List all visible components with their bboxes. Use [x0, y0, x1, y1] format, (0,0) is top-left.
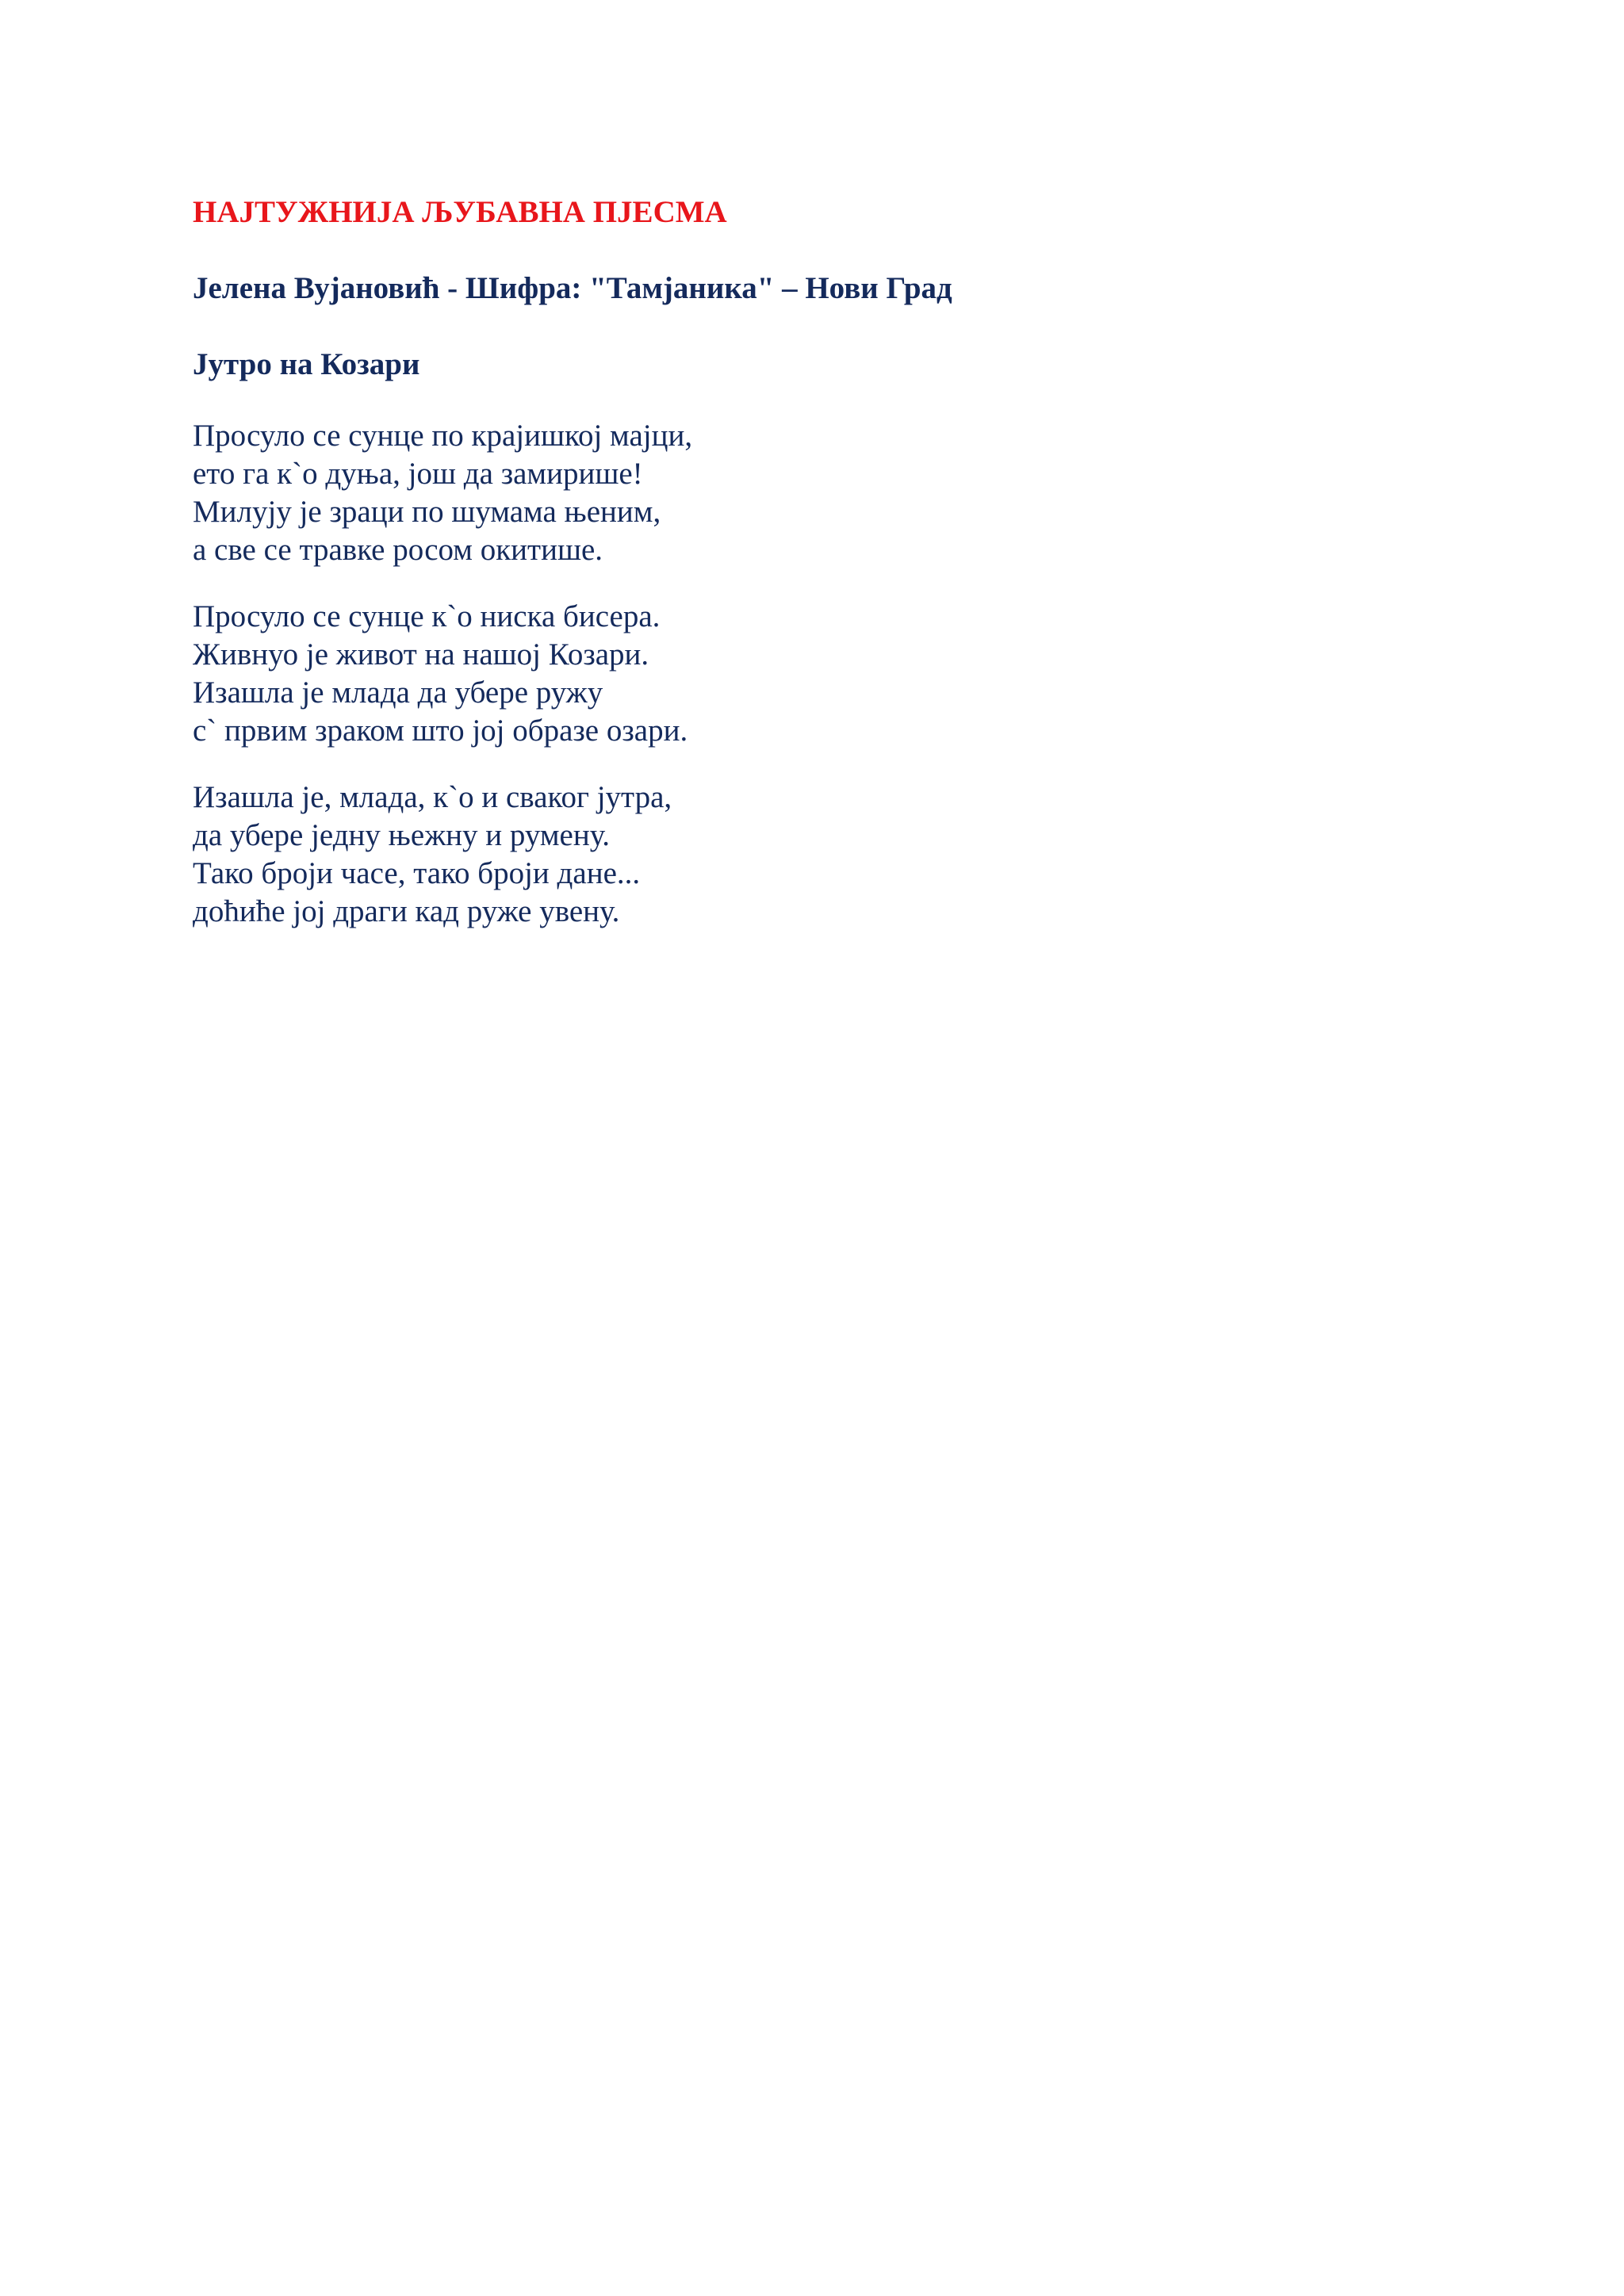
poem-line: Просуло се сунце по крајишкој мајци,	[193, 419, 693, 453]
poem-line: Просуло се сунце к`о ниска бисера.	[193, 599, 661, 633]
poem-line: доћиће јој драги кад руже увену.	[193, 894, 620, 928]
document-body	[193, 189, 1461, 931]
poem-line: с` првим зраком што јој образе озари.	[193, 714, 688, 748]
poem-line: ето га к`о дуња, још да замирише!	[193, 457, 643, 491]
poem-line: а све се травке росом окитише.	[193, 533, 603, 567]
poem-line: Милују је зраци по шумама њеним,	[193, 495, 661, 529]
author-line: Јелена Вујановић - Шифра: "Тамјаника" – Нови Град	[193, 271, 952, 305]
poem-line: Изашла је млада да убере ружу	[193, 675, 603, 710]
document-heading: НАЈТУЖНИЈА ЉУБАВНА ПЈЕСМА	[193, 195, 727, 229]
stanza	[193, 598, 1461, 750]
poem-line: да убере једну њежну и румену.	[193, 818, 611, 852]
poem-line: Изашла је, млада, к`о и сваког јутра,	[193, 780, 672, 814]
stanza	[193, 779, 1461, 931]
stanza	[193, 417, 1461, 569]
poem-line: Живнуо је живот на нашој Козари.	[193, 637, 649, 672]
poem-line: Тако броји часе, тако броји дане...	[193, 856, 641, 890]
poem-title: Јутро на Козари	[193, 347, 420, 381]
